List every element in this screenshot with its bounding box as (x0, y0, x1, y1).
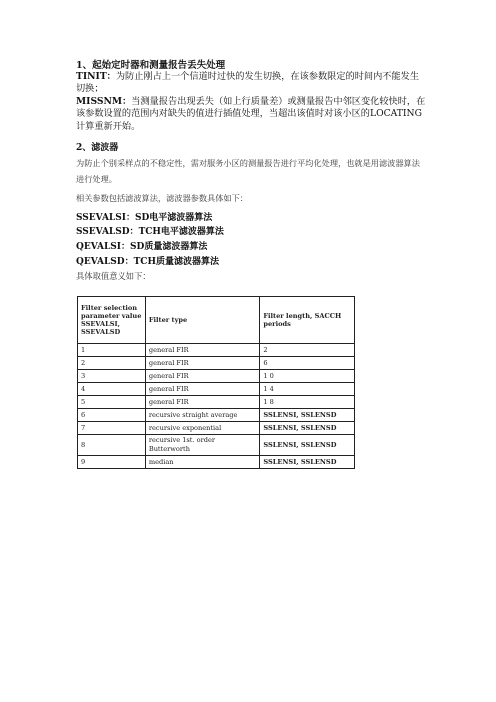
table-row (78, 409, 355, 422)
table-row (78, 383, 355, 396)
table-row (78, 456, 355, 469)
tinit-label: TINIT： (76, 71, 116, 82)
header-filter-type: Filter type (145, 297, 260, 344)
param-desc: TCH质量滤波器算法 (133, 257, 219, 267)
cell-value: 3 (78, 370, 146, 383)
cell-type: general FIR (145, 344, 260, 357)
cell-type: general FIR (145, 357, 260, 370)
cell-value: 5 (78, 396, 146, 409)
cell-value: 9 (78, 456, 146, 469)
header-filter-selection: Filter selection parameter value SSEVALSI, SSEVALSD (78, 297, 146, 344)
missnm-text: 当测量报告出现丢失（如上行质量差）或测量报告中邻区变化较快时，在该参数设置的范围内对缺失的值进行插值处理，当超出该值时对该小区的LOCATING计算重新开始。 (76, 96, 426, 132)
missnm-label: MISSNM： (76, 96, 132, 107)
cell-value: 8 (78, 435, 146, 456)
table-header-row (78, 297, 355, 344)
cell-type: recursive exponential (145, 422, 260, 435)
header-filter-length: Filter length, SACCH periods (260, 297, 355, 344)
cell-length: 6 (260, 357, 355, 370)
param-ssevalsd (76, 224, 224, 237)
cell-type: general FIR (145, 370, 260, 383)
cell-length: SSLENSI, SSLENSD (260, 422, 355, 435)
filter-description: 为防止个别采样点的不稳定性，需对服务小区的测量报告进行平均化处理，也就是用滤波器算法进行处理。 (76, 158, 420, 184)
table-row (78, 422, 355, 435)
cell-value: 4 (78, 383, 146, 396)
param-key: SSEVALSD： (76, 227, 139, 237)
param-desc: SD电平滤波器算法 (134, 213, 213, 223)
param-key: QEVALSD： (76, 257, 134, 267)
param-ssevalsi (76, 210, 212, 223)
table-row (78, 357, 355, 370)
table-row (78, 370, 355, 383)
cell-type: general FIR (145, 383, 260, 396)
cell-length: 2 (260, 344, 355, 357)
cell-length: 1 0 (260, 370, 355, 383)
table-row (78, 396, 355, 409)
param-qevalsd (76, 254, 219, 267)
param-desc: SD质量滤波器算法 (130, 242, 208, 252)
tinit-paragraph (76, 71, 428, 96)
cell-type: recursive 1st. order Butterworth (145, 435, 260, 456)
tinit-text: 为防止刚占上一个信道时过快的发生切换，在该参数限定的时间内不能发生切换； (76, 71, 420, 95)
cell-length: 1 8 (260, 396, 355, 409)
cell-length: SSLENSI, SSLENSD (260, 409, 355, 422)
section1-title: 1、起始定时器和测量报告丢失处理 (76, 60, 226, 71)
param-qevalsi (76, 239, 207, 252)
table-intro: 具体取值意义如下： (76, 271, 151, 281)
cell-value: 7 (78, 422, 146, 435)
cell-type: general FIR (145, 396, 260, 409)
cell-value: 2 (78, 357, 146, 370)
table-row (78, 344, 355, 357)
params-intro: 相关参数包括滤波算法，滤波器参数具体如下： (76, 193, 248, 203)
param-key: SSEVALSI： (76, 213, 135, 223)
cell-length: 1 4 (260, 383, 355, 396)
cell-length: SSLENSI, SSLENSD (260, 435, 355, 456)
cell-type: recursive straight average (145, 409, 260, 422)
cell-value: 1 (78, 344, 146, 357)
cell-length: SSLENSI, SSLENSD (260, 456, 355, 469)
cell-type: median (145, 456, 260, 469)
cell-value: 6 (78, 409, 146, 422)
filter-table (77, 296, 355, 469)
param-desc: TCH电平滤波器算法 (138, 227, 224, 237)
table-row (78, 435, 355, 456)
section2-title: 2、滤波器 (76, 143, 119, 153)
missnm-paragraph (76, 96, 428, 133)
param-key: QEVALSI： (76, 242, 131, 252)
